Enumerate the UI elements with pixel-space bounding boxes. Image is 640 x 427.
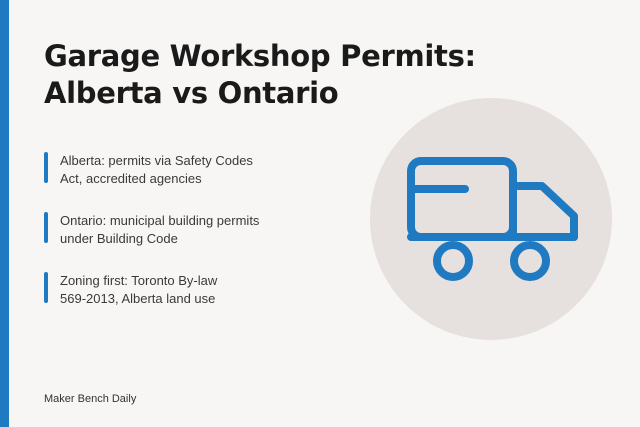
bullet-marker [44, 152, 48, 183]
footer-brand: Maker Bench Daily [44, 393, 137, 405]
bullet-zoning [44, 272, 304, 312]
page-title [44, 38, 476, 112]
title-line-1: Garage Workshop Permits: [44, 39, 476, 73]
bullet-marker [44, 272, 48, 303]
title-line-2: Alberta vs Ontario [44, 76, 339, 110]
bullet-text [60, 272, 304, 308]
bullet-text-line: under Building Code [60, 231, 178, 246]
bullet-ontario [44, 212, 304, 252]
bullet-text [60, 152, 304, 188]
bullet-text-line: Act, accredited agencies [60, 171, 202, 186]
bullet-text-line: Ontario: municipal building permits [60, 213, 260, 228]
bullet-text-line: Alberta: permits via Safety Codes [60, 153, 253, 168]
left-accent-bar [0, 0, 9, 427]
bullet-text-line: 569-2013, Alberta land use [60, 291, 216, 306]
bullet-text [60, 212, 304, 248]
bullet-list [44, 152, 304, 332]
bullet-text-line: Zoning first: Toronto By-law [60, 273, 218, 288]
bullet-marker [44, 212, 48, 243]
truck-icon [398, 148, 584, 288]
bullet-alberta [44, 152, 304, 192]
